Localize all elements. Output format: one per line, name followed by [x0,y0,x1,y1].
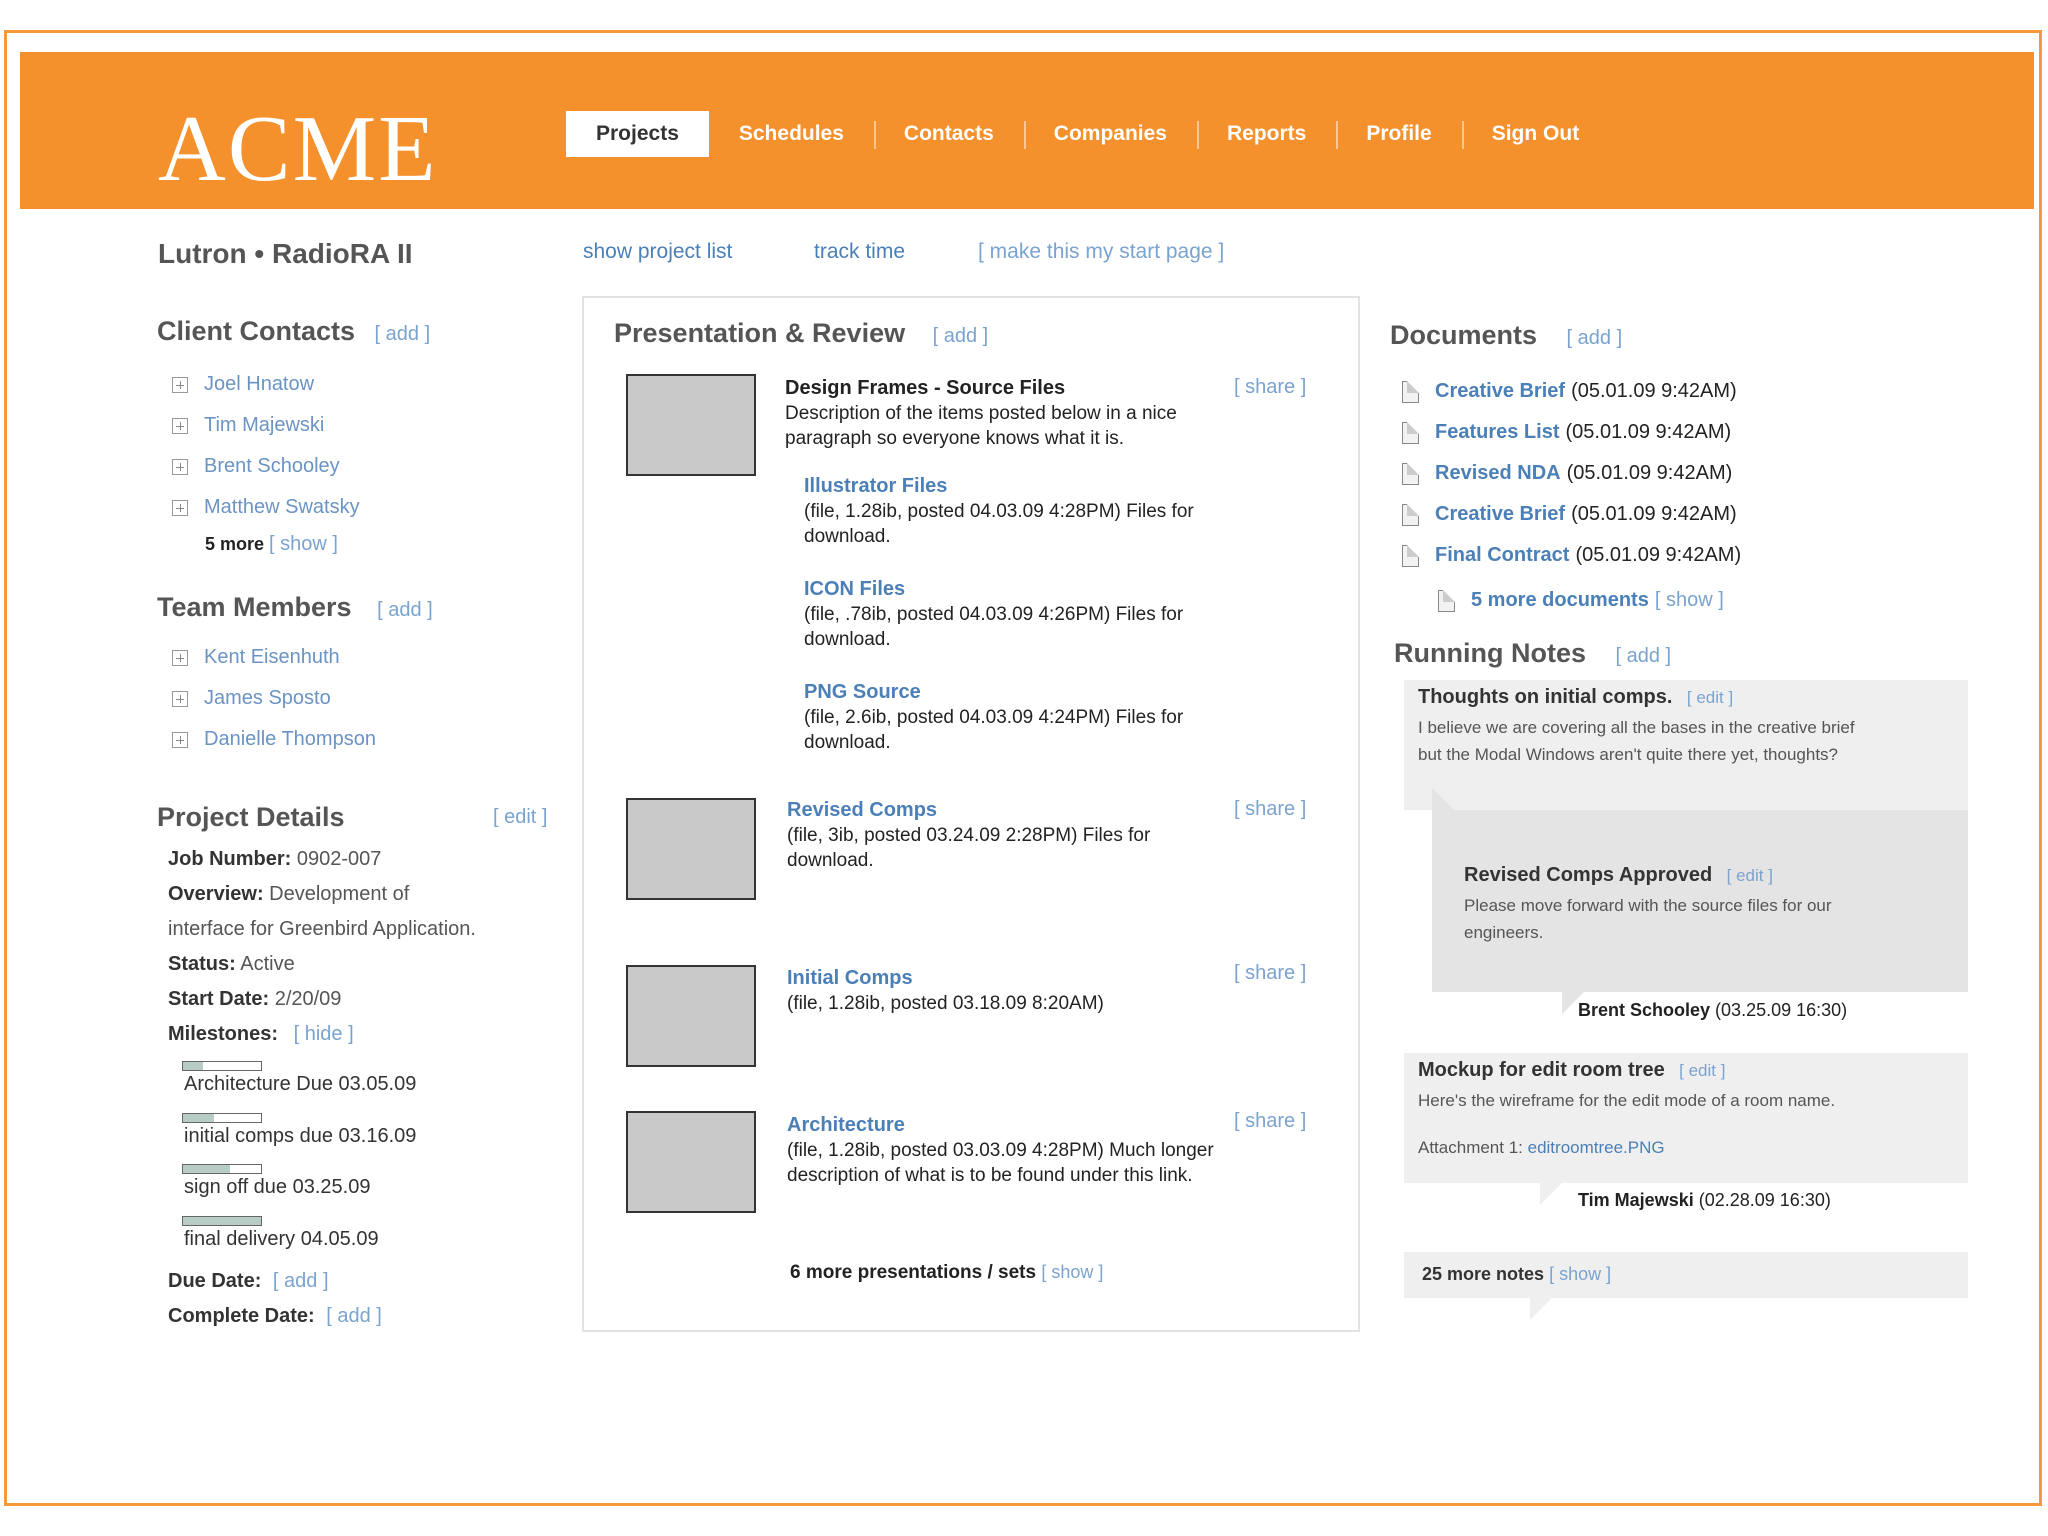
tab-schedules[interactable]: Schedules [738,122,844,145]
presentation-item: Architecture (file, 1.28ib, posted 03.03.09 4:28PM) Much longer description of what is to be found under this link. [787,1114,1214,1186]
tab-projects[interactable]: Projects [566,111,709,157]
overview-continued: interface for Greenbird Application. [168,918,476,940]
documents-title: Documents [ add ] [1390,320,1623,350]
team-member-item[interactable]: Kent Eisenhuth [172,646,340,669]
reply-card: Revised Comps Approved [ edit ] Please move forward with the source files for our engineers. [1432,810,1968,992]
milestone-progress-fill [183,1217,261,1225]
file-item: ICON Files (file, .78ib, posted 04.03.09 4:26PM) Files for download. [804,578,1184,650]
note-pointer [1540,1183,1562,1205]
documents-show-link[interactable]: [ show ] [1654,589,1724,611]
running-notes-title: Running Notes [ add ] [1394,638,1672,668]
contact-item[interactable]: Brent Schooley [172,455,340,478]
document-icon [1402,463,1419,485]
file-item: Illustrator Files (file, 1.28ib, posted 04.03.09 4:28PM) Files for download. [804,475,1194,547]
presentation-item: Revised Comps (file, 3ib, posted 03.24.09 2:28PM) Files for download. [787,799,1151,871]
expand-icon[interactable] [172,418,188,434]
milestones-header: Milestones: [ hide ] [168,1023,354,1045]
note-author: Tim Majewski (02.28.09 16:30) [1578,1190,1831,1210]
tab-sign-out[interactable]: Sign Out [1462,111,1610,157]
main-nav [566,111,1609,157]
tab-profile[interactable]: Profile [1336,111,1461,157]
presentation-item: Design Frames - Source Files Description of the items posted below in a nice paragraph so everyone knows what it is. [785,377,1177,449]
track-time-link[interactable]: track time [814,240,906,263]
share-link[interactable]: [ share ] [1234,1110,1307,1132]
project-details-edit-link[interactable]: [ edit ] [493,806,548,828]
tab-reports[interactable]: Reports [1197,111,1336,157]
presentation-panel [582,296,1360,1332]
reply-author: Brent Schooley (03.25.09 16:30) [1578,1000,1848,1020]
team-members-title: Team Members [ add ] [157,592,433,622]
expand-icon[interactable] [172,459,188,475]
note-edit-link[interactable]: [ edit ] [1679,1061,1726,1080]
reply-pointer [1432,788,1454,810]
overview: Overview: Development of [168,883,410,905]
note-edit-link[interactable]: [ edit ] [1686,688,1734,707]
document-item[interactable]: Revised NDA (05.01.09 9:42AM) [1402,462,1732,485]
milestone-item: final delivery 04.05.09 [182,1216,379,1251]
complete-date-add-link[interactable]: [ add ] [326,1305,382,1327]
tab-companies[interactable]: Companies [1024,111,1197,157]
milestone-progress-bar [182,1061,262,1071]
contact-item[interactable]: Tim Majewski [172,414,324,437]
team-members-add-link[interactable]: [ add ] [377,599,433,621]
document-item[interactable]: Creative Brief (05.01.09 9:42AM) [1402,503,1737,526]
presentation-title: Presentation & Review [ add ] [614,318,989,348]
presentation-item: Initial Comps (file, 1.28ib, posted 03.18.09 8:20AM) [787,967,1104,1014]
expand-icon[interactable] [172,650,188,666]
milestones-hide-link[interactable]: [ hide ] [293,1023,354,1045]
complete-date: Complete Date: [ add ] [168,1305,382,1327]
notes-more: 25 more notes [ show ] [1404,1252,1968,1298]
document-icon [1402,504,1419,526]
presentations-show-link[interactable]: [ show ] [1041,1262,1104,1282]
share-link[interactable]: [ share ] [1234,376,1307,398]
milestone-progress-fill [183,1165,230,1173]
status: Status: Active [168,953,295,975]
notes-show-link[interactable]: [ show ] [1549,1264,1612,1284]
milestone-progress-bar [182,1216,262,1226]
note-attachment: Attachment 1: editroomtree.PNG [1418,1138,1665,1157]
due-date: Due Date: [ add ] [168,1270,329,1292]
presentation-thumbnail[interactable] [626,798,756,900]
milestone-progress-fill [183,1114,214,1122]
document-item[interactable]: Features List (05.01.09 9:42AM) [1402,421,1731,444]
file-item: PNG Source (file, 2.6ib, posted 04.03.09 4:24PM) Files for download. [804,681,1184,753]
documents-stack-icon [1438,590,1455,612]
presentation-thumbnail[interactable] [626,965,756,1067]
document-icon [1402,381,1419,403]
team-member-item[interactable]: Danielle Thompson [172,728,376,751]
project-title: Lutron • RadioRA II [158,238,413,269]
due-date-add-link[interactable]: [ add ] [272,1270,329,1292]
project-details-title: Project Details [157,802,345,832]
milestone-progress-bar [182,1113,262,1123]
milestone-item: Architecture Due 03.05.09 [182,1061,416,1096]
presentation-thumbnail[interactable] [626,1111,756,1213]
documents-add-link[interactable]: [ add ] [1566,327,1623,349]
start-date: Start Date: 2/20/09 [168,988,342,1010]
presentations-more: 6 more presentations / sets [ show ] [790,1262,1104,1283]
reply-edit-link[interactable]: [ edit ] [1726,866,1773,885]
documents-more: 5 more documents [ show ] [1438,589,1724,612]
client-contacts-add-link[interactable]: [ add ] [374,323,431,345]
expand-icon[interactable] [172,500,188,516]
milestone-progress-bar [182,1164,262,1174]
note-pointer [1530,1298,1552,1320]
expand-icon[interactable] [172,377,188,393]
make-start-page-link[interactable]: [ make this my start page ] [978,240,1225,263]
running-notes-add-link[interactable]: [ add ] [1615,645,1672,667]
job-number: Job Number: 0902-007 [168,848,382,870]
milestone-progress-fill [183,1062,203,1070]
share-link[interactable]: [ share ] [1234,962,1307,984]
contact-item[interactable]: Matthew Swatsky [172,496,360,519]
milestone-item: sign off due 03.25.09 [182,1164,370,1199]
client-contacts-title: Client Contacts [ add ] [157,316,431,346]
client-contacts-show-link[interactable]: [ show ] [269,533,338,555]
document-item[interactable]: Creative Brief (05.01.09 9:42AM) [1402,380,1737,403]
contact-item[interactable]: Joel Hnatow [172,373,314,396]
presentation-thumbnail[interactable] [626,374,756,476]
expand-icon[interactable] [172,732,188,748]
tab-contacts[interactable]: Contacts [874,111,1024,157]
note-card: Thoughts on initial comps. [ edit ] I believe we are covering all the bases in the creative brief but the Modal Windows aren't quite there yet, thoughts? [1404,680,1968,810]
show-project-list-link[interactable]: show project list [583,240,733,263]
client-contacts-more: 5 more [ show ] [205,533,338,555]
expand-icon[interactable] [172,691,188,707]
document-icon [1402,545,1419,567]
share-link[interactable]: [ share ] [1234,798,1307,820]
attachment-link[interactable]: editroomtree.PNG [1527,1138,1665,1157]
acme-logo[interactable]: ACME [158,97,438,201]
milestone-item: initial comps due 03.16.09 [182,1113,416,1148]
team-member-item[interactable]: James Sposto [172,687,331,710]
document-icon [1402,422,1419,444]
presentation-add-link[interactable]: [ add ] [932,325,989,347]
document-item[interactable]: Final Contract (05.01.09 9:42AM) [1402,544,1741,567]
note-card: Mockup for edit room tree [ edit ] Here's the wireframe for the edit mode of a room name. Attachment 1: editroomtree.PNG [1404,1053,1968,1183]
